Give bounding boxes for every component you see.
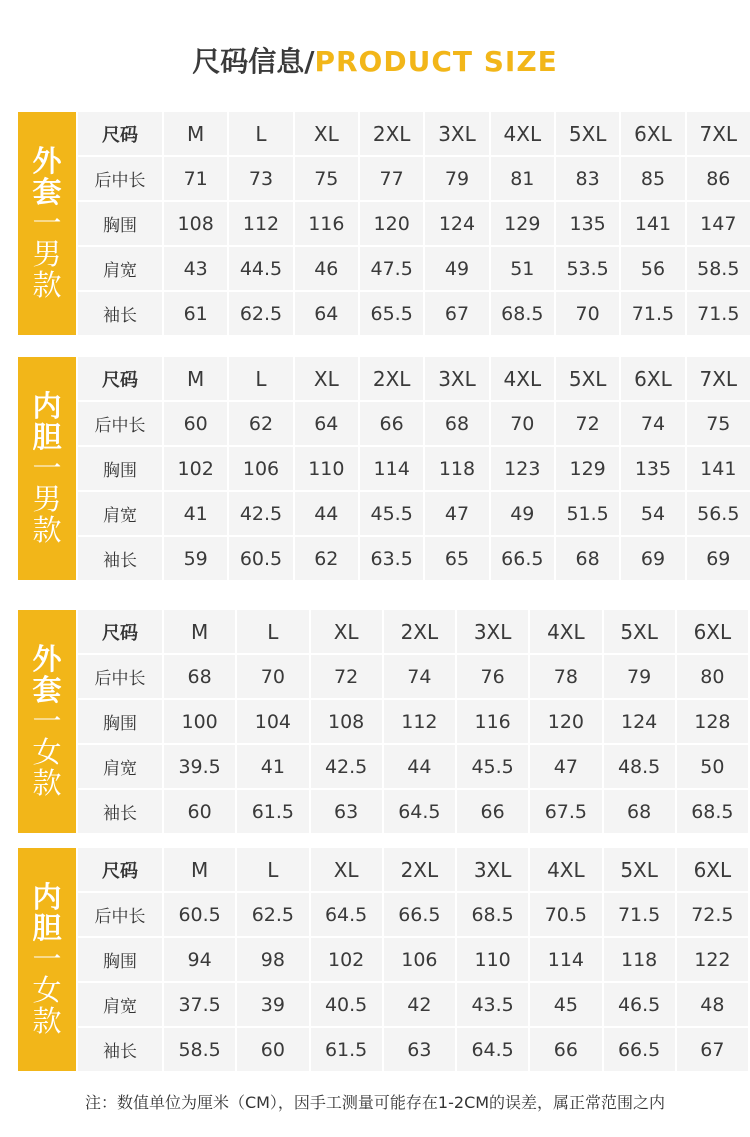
table-cell: 94	[162, 938, 235, 981]
table-cell: 112	[227, 202, 292, 245]
side-label-char: 套	[32, 175, 62, 209]
table-cell: 60.5	[162, 893, 235, 936]
table-cell: 106	[227, 447, 292, 490]
table-cell: 68	[602, 790, 675, 833]
size-section	[18, 608, 732, 835]
size-header-row	[78, 848, 748, 891]
table-cell: 120	[528, 700, 601, 743]
side-label-char: 男	[32, 237, 62, 271]
table-cell: 42.5	[309, 745, 382, 788]
table-cell: 41	[235, 745, 308, 788]
table-cell: 78	[528, 655, 601, 698]
table-cell: 41	[162, 492, 227, 535]
table-cell: 129	[489, 202, 554, 245]
side-label-char: 款	[32, 1004, 62, 1038]
table-cell: 37.5	[162, 983, 235, 1026]
table-cell: 72	[309, 655, 382, 698]
table-cell: 60.5	[227, 537, 292, 580]
row-label: 后中长	[78, 893, 162, 936]
size-table	[78, 110, 750, 337]
side-label-char: 一	[32, 451, 62, 485]
table-row	[78, 1028, 748, 1071]
size-header-cell: 6XL	[619, 357, 684, 400]
side-label-char: 套	[32, 673, 62, 707]
table-cell: 76	[455, 655, 528, 698]
table-cell: 65.5	[358, 292, 423, 335]
row-label: 肩宽	[78, 983, 162, 1026]
table-cell: 100	[162, 700, 235, 743]
side-label-char: 一	[32, 704, 62, 738]
table-row	[78, 700, 748, 743]
table-cell: 124	[602, 700, 675, 743]
table-cell: 62.5	[235, 893, 308, 936]
table-cell: 66	[455, 790, 528, 833]
table-cell: 141	[685, 447, 750, 490]
size-header-cell: 5XL	[602, 848, 675, 891]
table-cell: 63.5	[358, 537, 423, 580]
table-cell: 66	[528, 1028, 601, 1071]
table-cell: 59	[162, 537, 227, 580]
table-cell: 72.5	[675, 893, 748, 936]
side-label-char: 一	[32, 942, 62, 976]
row-label: 肩宽	[78, 745, 162, 788]
table-cell: 49	[423, 247, 488, 290]
table-cell: 75	[685, 402, 750, 445]
table-cell: 68.5	[675, 790, 748, 833]
table-cell: 83	[554, 157, 619, 200]
table-cell: 48.5	[602, 745, 675, 788]
side-label-char: 女	[32, 973, 62, 1007]
table-cell: 74	[382, 655, 455, 698]
size-header-cell: M	[162, 112, 227, 155]
table-cell: 147	[685, 202, 750, 245]
row-label: 后中长	[78, 655, 162, 698]
table-cell: 67.5	[528, 790, 601, 833]
table-cell: 85	[619, 157, 684, 200]
table-cell: 106	[382, 938, 455, 981]
size-header-cell: 4XL	[528, 848, 601, 891]
side-label-char: 内	[32, 389, 62, 423]
table-cell: 70.5	[528, 893, 601, 936]
size-section	[18, 846, 732, 1073]
table-row	[78, 292, 750, 335]
table-cell: 75	[293, 157, 358, 200]
table-row	[78, 983, 748, 1026]
table-cell: 51	[489, 247, 554, 290]
footnote: 注：数值单位为厘米（CM），因手工测量可能存在1-2CM的误差，属正常范围之内	[84, 1093, 666, 1112]
table-row	[78, 790, 748, 833]
table-cell: 60	[162, 402, 227, 445]
size-header-cell: 5XL	[554, 357, 619, 400]
size-header-row	[78, 357, 750, 400]
table-row	[78, 938, 748, 981]
table-row	[78, 447, 750, 490]
table-cell: 42	[382, 983, 455, 1026]
row-label: 袖长	[78, 1028, 162, 1071]
size-header-cell: XL	[293, 112, 358, 155]
size-section	[18, 355, 740, 582]
size-header-cell: 4XL	[489, 357, 554, 400]
size-header-cell: L	[227, 112, 292, 155]
section-side-label	[18, 848, 76, 1071]
table-cell: 63	[382, 1028, 455, 1071]
table-cell: 61.5	[235, 790, 308, 833]
table-cell: 72	[554, 402, 619, 445]
table-cell: 39	[235, 983, 308, 1026]
section-side-label	[18, 357, 76, 580]
table-cell: 67	[675, 1028, 748, 1071]
row-label: 胸围	[78, 447, 162, 490]
side-label-char: 男	[32, 482, 62, 516]
row-label: 胸围	[78, 202, 162, 245]
side-label-char: 外	[32, 144, 62, 178]
table-cell: 61.5	[309, 1028, 382, 1071]
row-label: 尺码	[78, 112, 162, 155]
table-cell: 47.5	[358, 247, 423, 290]
table-cell: 62	[227, 402, 292, 445]
table-cell: 102	[162, 447, 227, 490]
table-cell: 71.5	[602, 893, 675, 936]
table-cell: 46.5	[602, 983, 675, 1026]
table-cell: 110	[455, 938, 528, 981]
table-cell: 81	[489, 157, 554, 200]
size-header-cell: 6XL	[675, 848, 748, 891]
size-header-cell: 4XL	[489, 112, 554, 155]
table-cell: 98	[235, 938, 308, 981]
size-header-cell: 3XL	[455, 610, 528, 653]
table-cell: 70	[489, 402, 554, 445]
table-cell: 66	[358, 402, 423, 445]
table-row	[78, 655, 748, 698]
side-label-char: 胆	[32, 420, 62, 454]
size-section	[18, 110, 740, 337]
table-cell: 104	[235, 700, 308, 743]
table-cell: 63	[309, 790, 382, 833]
table-cell: 60	[235, 1028, 308, 1071]
row-label: 袖长	[78, 537, 162, 580]
table-cell: 71.5	[619, 292, 684, 335]
table-cell: 68.5	[489, 292, 554, 335]
table-cell: 64.5	[309, 893, 382, 936]
table-cell: 67	[423, 292, 488, 335]
table-cell: 108	[162, 202, 227, 245]
table-cell: 124	[423, 202, 488, 245]
size-header-cell: 2XL	[382, 610, 455, 653]
row-label: 尺码	[78, 848, 162, 891]
size-header-cell: 4XL	[528, 610, 601, 653]
table-cell: 128	[675, 700, 748, 743]
table-cell: 46	[293, 247, 358, 290]
table-cell: 71	[162, 157, 227, 200]
size-header-cell: 5XL	[602, 610, 675, 653]
size-table	[78, 355, 750, 582]
side-label-char: 胆	[32, 911, 62, 945]
table-cell: 50	[675, 745, 748, 788]
table-cell: 135	[619, 447, 684, 490]
table-cell: 79	[602, 655, 675, 698]
table-cell: 73	[227, 157, 292, 200]
table-cell: 122	[675, 938, 748, 981]
table-cell: 44	[382, 745, 455, 788]
table-cell: 54	[619, 492, 684, 535]
size-header-cell: 2XL	[358, 357, 423, 400]
side-label-char: 内	[32, 880, 62, 914]
side-label-char: 款	[32, 766, 62, 800]
table-cell: 70	[235, 655, 308, 698]
table-cell: 48	[675, 983, 748, 1026]
section-side-label	[18, 610, 76, 833]
section-side-label	[18, 112, 76, 335]
table-row	[78, 247, 750, 290]
table-cell: 45	[528, 983, 601, 1026]
page-title	[0, 40, 750, 80]
side-label-char: 款	[32, 513, 62, 547]
side-label-char: 款	[32, 268, 62, 302]
table-cell: 66.5	[602, 1028, 675, 1071]
table-cell: 141	[619, 202, 684, 245]
table-cell: 61	[162, 292, 227, 335]
size-header-cell: XL	[293, 357, 358, 400]
table-cell: 45.5	[455, 745, 528, 788]
row-label: 后中长	[78, 157, 162, 200]
table-row	[78, 492, 750, 535]
size-header-cell: M	[162, 848, 235, 891]
table-cell: 69	[619, 537, 684, 580]
table-cell: 110	[293, 447, 358, 490]
table-cell: 112	[382, 700, 455, 743]
size-header-cell: 3XL	[423, 112, 488, 155]
size-header-cell: 6XL	[619, 112, 684, 155]
table-cell: 44.5	[227, 247, 292, 290]
table-cell: 64	[293, 292, 358, 335]
table-row	[78, 402, 750, 445]
table-row	[78, 157, 750, 200]
row-label: 袖长	[78, 292, 162, 335]
table-cell: 64.5	[382, 790, 455, 833]
table-cell: 53.5	[554, 247, 619, 290]
table-cell: 49	[489, 492, 554, 535]
table-cell: 43.5	[455, 983, 528, 1026]
table-cell: 60	[162, 790, 235, 833]
table-cell: 62.5	[227, 292, 292, 335]
size-header-cell: 5XL	[554, 112, 619, 155]
table-cell: 65	[423, 537, 488, 580]
size-header-cell: L	[235, 610, 308, 653]
title-chinese: 尺码信息/	[192, 45, 315, 78]
table-cell: 56	[619, 247, 684, 290]
table-cell: 118	[602, 938, 675, 981]
table-cell: 86	[685, 157, 750, 200]
title-english: PRODUCT SIZE	[314, 45, 558, 78]
table-cell: 64	[293, 402, 358, 445]
table-cell: 58.5	[685, 247, 750, 290]
table-cell: 64.5	[455, 1028, 528, 1071]
table-cell: 69	[685, 537, 750, 580]
row-label: 袖长	[78, 790, 162, 833]
table-cell: 47	[528, 745, 601, 788]
size-table	[78, 846, 748, 1073]
table-cell: 47	[423, 492, 488, 535]
table-cell: 116	[455, 700, 528, 743]
table-cell: 56.5	[685, 492, 750, 535]
table-cell: 43	[162, 247, 227, 290]
row-label: 肩宽	[78, 247, 162, 290]
table-cell: 114	[528, 938, 601, 981]
side-label-char: 外	[32, 642, 62, 676]
table-cell: 68	[423, 402, 488, 445]
side-label-char: 女	[32, 735, 62, 769]
size-header-cell: 3XL	[455, 848, 528, 891]
row-label: 胸围	[78, 700, 162, 743]
size-header-cell: M	[162, 610, 235, 653]
row-label: 肩宽	[78, 492, 162, 535]
size-header-cell: L	[235, 848, 308, 891]
size-header-cell: XL	[309, 848, 382, 891]
table-cell: 39.5	[162, 745, 235, 788]
size-table	[78, 608, 748, 835]
table-cell: 77	[358, 157, 423, 200]
table-row	[78, 202, 750, 245]
table-cell: 79	[423, 157, 488, 200]
table-cell: 42.5	[227, 492, 292, 535]
table-cell: 68.5	[455, 893, 528, 936]
table-row	[78, 745, 748, 788]
table-cell: 62	[293, 537, 358, 580]
table-cell: 114	[358, 447, 423, 490]
size-header-row	[78, 112, 750, 155]
table-cell: 68	[162, 655, 235, 698]
table-cell: 129	[554, 447, 619, 490]
table-cell: 68	[554, 537, 619, 580]
table-cell: 58.5	[162, 1028, 235, 1071]
table-row	[78, 893, 748, 936]
table-cell: 45.5	[358, 492, 423, 535]
row-label: 胸围	[78, 938, 162, 981]
table-cell: 40.5	[309, 983, 382, 1026]
size-header-cell: 6XL	[675, 610, 748, 653]
size-header-cell: 2XL	[382, 848, 455, 891]
table-cell: 102	[309, 938, 382, 981]
table-cell: 44	[293, 492, 358, 535]
size-header-cell: 7XL	[685, 357, 750, 400]
table-row	[78, 537, 750, 580]
size-header-cell: XL	[309, 610, 382, 653]
size-header-cell: 2XL	[358, 112, 423, 155]
table-cell: 71.5	[685, 292, 750, 335]
table-cell: 108	[309, 700, 382, 743]
size-header-cell: 3XL	[423, 357, 488, 400]
table-cell: 70	[554, 292, 619, 335]
table-cell: 123	[489, 447, 554, 490]
side-label-char: 一	[32, 206, 62, 240]
table-cell: 80	[675, 655, 748, 698]
table-cell: 66.5	[382, 893, 455, 936]
size-header-cell: 7XL	[685, 112, 750, 155]
row-label: 后中长	[78, 402, 162, 445]
size-header-cell: L	[227, 357, 292, 400]
size-header-row	[78, 610, 748, 653]
table-cell: 66.5	[489, 537, 554, 580]
table-cell: 135	[554, 202, 619, 245]
size-header-cell: M	[162, 357, 227, 400]
row-label: 尺码	[78, 610, 162, 653]
row-label: 尺码	[78, 357, 162, 400]
table-cell: 116	[293, 202, 358, 245]
table-cell: 74	[619, 402, 684, 445]
table-cell: 120	[358, 202, 423, 245]
table-cell: 51.5	[554, 492, 619, 535]
table-cell: 118	[423, 447, 488, 490]
